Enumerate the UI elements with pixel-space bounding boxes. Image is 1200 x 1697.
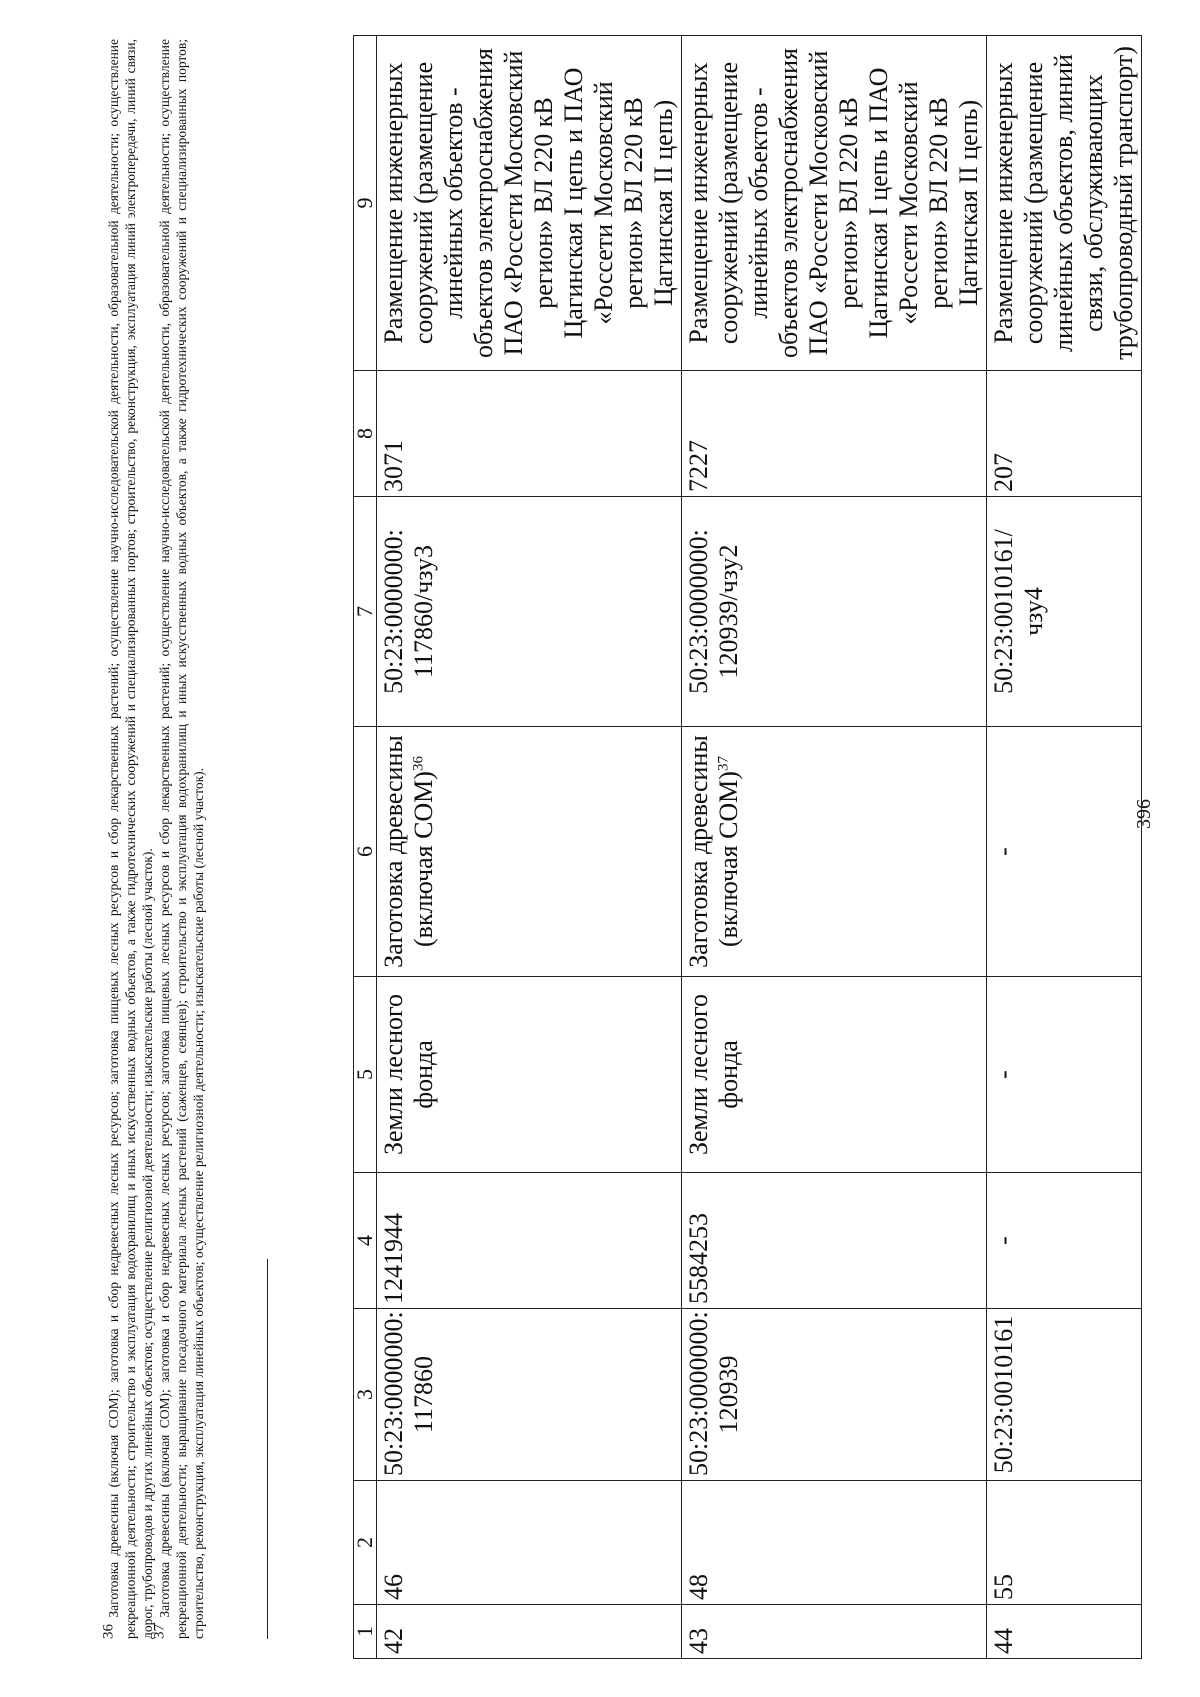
cell-plot-number: 48 [682,1481,987,1605]
col-header: 1 [354,1605,377,1659]
cell-row-number: 42 [377,1605,682,1659]
cell-plot-number: 55 [987,1481,1142,1605]
table-row [377,36,682,1659]
permitted-use-text: Заготовка древесины (включая СОМ) [684,735,743,968]
cell-purpose: Размещение инженерных сооружений (размещение линейных объектов - объектов электроснабжения ПАО «Россети Московский регион» ВЛ 220 кВ Цагинская I цепь и ПАО «Россети Московский регион» ВЛ 220 кВ Цагинская II цепь) [377,36,682,371]
permitted-use-text: - [989,847,1018,856]
cell-part-area: 207 [987,371,1142,497]
footnote-ref: 37 [715,756,732,772]
cell-part-area: 7227 [682,371,987,497]
cell-cadastral-number: 50:23:0000000: 120939 [682,1309,987,1481]
col-header: 3 [354,1309,377,1481]
footnote-37 [151,38,207,1639]
col-header: 6 [354,727,377,977]
page-number: 396 [1133,799,1155,829]
cell-part-number: 50:23:0000000: 120939/чзу2 [682,497,987,727]
footnotes [100,38,207,1639]
cell-land-category: - [987,977,1142,1173]
cell-permitted-use [987,727,1142,977]
footnote-ref: 36 [410,756,427,772]
col-header: 9 [354,36,377,371]
footnote-text: Заготовка древесины (включая СОМ); заготовка и сбор недревесных лесных ресурсов; заготовка пищевых лесных ресурсов и сбор лекарственных растений; осуществление научно-исследовательской деятельности, образовательной деятельности; осуществление рекреационной деятельности; выращивание посадочного материала лесных растений (саженцев, сеянцев); строительство и эксплуатация водохранилищ и иных искусственных водных объектов, а также гидротехнических сооружений и специализированных портов; строительство, реконструкция, эксплуатация линейных объектов; осуществление религиозной деятельности; изыскательские работы (лесной участок). [157,38,206,1639]
footnote-divider [267,1259,268,1639]
cell-area: - [987,1173,1142,1309]
footnote-mark: 36 [100,1624,117,1639]
cell-plot-number: 46 [377,1481,682,1605]
land-plots-table [353,35,1142,1659]
cell-land-category: Земли лесного фонда [682,977,987,1173]
col-header: 4 [354,1173,377,1309]
cell-permitted-use [682,727,987,977]
cell-permitted-use [377,727,682,977]
header-row [354,36,377,1659]
cell-purpose: Размещение инженерных сооружений (размещение линейных объектов, линий связи, обслуживающих трубопроводный транспорт) [987,36,1142,371]
cell-land-category: Земли лесного фонда [377,977,682,1173]
cell-row-number: 43 [682,1605,987,1659]
col-header: 7 [354,497,377,727]
footnote-text: Заготовка древесины (включая СОМ); заготовка и сбор недревесных лесных ресурсов; заготовка пищевых лесных ресурсов и сбор лекарственных растений; осуществление научно-исследовательской деятельности, образовательной деятельности; осуществление рекреационной деятельности; строительство и эксплуатация водохранилищ и иных искусственных водных объектов, а также гидротехнических сооружений и специализированных портов; строительство, реконструкция, эксплуатация линий электропередачи, линий связи, дорог, трубопроводов и других линейных объектов; осуществление религиозной деятельности; изыскательские работы (лесной участок). [106,38,155,1639]
cell-purpose: Размещение инженерных сооружений (размещение линейных объектов - объектов электроснабжения ПАО «Россети Московский регион» ВЛ 220 кВ Цагинская I цепь и ПАО «Россети Московский регион» ВЛ 220 кВ Цагинская II цепь) [682,36,987,371]
table-row [682,36,987,1659]
footnote-mark: 37 [151,1624,168,1639]
footnote-36 [100,38,156,1639]
permitted-use-text: Заготовка древесины (включая СОМ) [379,735,438,968]
cell-part-area: 3071 [377,371,682,497]
cell-area: 1241944 [377,1173,682,1309]
cell-part-number: 50:23:0010161/ чзу4 [987,497,1142,727]
col-header: 2 [354,1481,377,1605]
cell-cadastral-number: 50:23:0000000: 117860 [377,1309,682,1481]
cell-cadastral-number: 50:23:0010161 [987,1309,1142,1481]
table-row [987,36,1142,1659]
col-header: 5 [354,977,377,1173]
col-header: 8 [354,371,377,497]
cell-row-number: 44 [987,1605,1142,1659]
cell-part-number: 50:23:0000000: 117860/чзу3 [377,497,682,727]
cell-area: 5584253 [682,1173,987,1309]
